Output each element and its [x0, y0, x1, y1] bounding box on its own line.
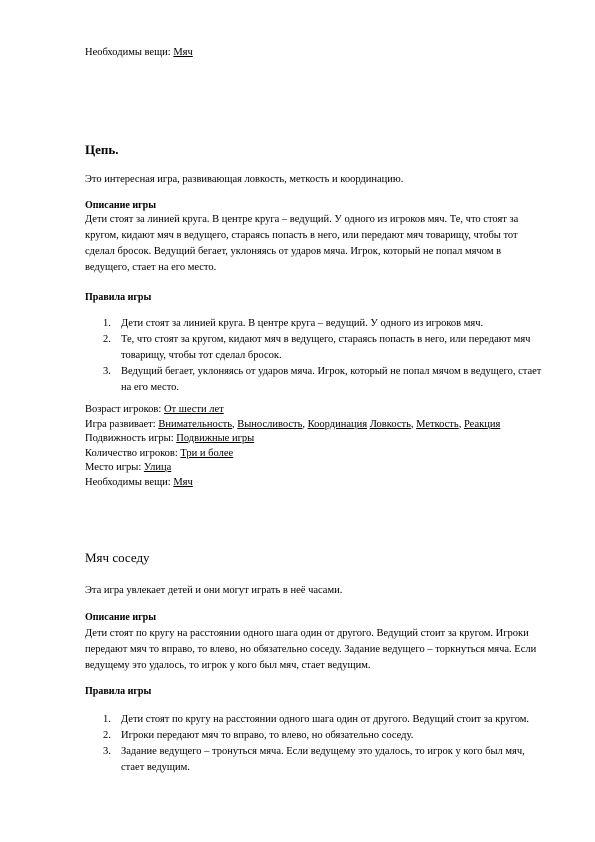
items-link[interactable]: Мяч [173, 47, 193, 58]
list-item: 1. Дети стоят за линией круга. В центре круга – ведущий. У одного из игроков мяч. [103, 318, 484, 329]
players-link[interactable]: Три и более [180, 447, 234, 459]
list-item: 2. Те, что стоят за кругом, кидают мяч в ведущего, стараясь попасть в него, или передают мяч товарищу, чтобы тот сделал бросок. [103, 334, 531, 361]
game2-intro: Эта игра увлекает детей и они могут играть в неё часами. [85, 585, 343, 596]
skill-link[interactable]: Ловкость [369, 418, 411, 430]
age-link[interactable]: От шести лет [163, 404, 224, 415]
game1-description-heading: Описание игры [85, 200, 156, 211]
game1-description: Дети стоят за линией круга. В центре круга – ведущий. У одного из игроков мяч. Те, что стоят за кругом, кидают мяч в ведущего, стараясь попасть в него, или передают мяч товарищу, чтобы тот сделал бросок. Ведущий бегает, уклоняясь от ударов мяча. Игрок, который не попал мячом в ведущего, стает на его место. [85, 214, 519, 273]
game1-rules-heading: Правила игры [85, 292, 152, 303]
game2-title: Мяч соседу [85, 550, 150, 565]
items-label: Необходимы вещи: [85, 47, 174, 58]
game1-title: Цепь. [85, 142, 119, 157]
list-item: 3. Задание ведущего – тронуться мяча. Если ведущему это удалось, то игрок у кого был мяч, стает ведущим. [103, 746, 525, 773]
game1-rules-list [85, 316, 545, 396]
game2-rules-list [85, 712, 545, 776]
game2-rules-heading: Правила игры [85, 686, 152, 697]
develops-line: Игра развивает: Внимательность, Выносливость, Координация Ловкость, Меткость, Реакция [85, 418, 501, 430]
skill-link[interactable]: Реакция [463, 418, 501, 430]
skill-link[interactable]: Координация [307, 418, 368, 430]
mobility-line: Подвижность игры: Подвижные игры [85, 433, 255, 444]
skill-link[interactable]: Выносливость [237, 418, 303, 430]
game2-description-heading: Описание игры [85, 612, 156, 623]
mobility-link[interactable]: Подвижные игры [176, 433, 255, 444]
place-link[interactable]: Улица [143, 462, 172, 473]
game1-meta [85, 403, 545, 490]
skill-link[interactable]: Внимательность [158, 418, 232, 430]
list-item: 2. Игроки передают мяч то вправо, то влево, но обязательно соседу. [103, 730, 414, 741]
game1-intro: Это интересная игра, развивающая ловкость, меткость и координацию. [85, 174, 404, 185]
items-link[interactable]: Мяч [173, 476, 193, 488]
players-line: Количество игроков: Три и более [85, 447, 234, 459]
items-needed-line [85, 45, 545, 60]
items-line: Необходимы вещи: Мяч [85, 476, 193, 488]
place-line: Место игры: Улица [85, 462, 172, 473]
list-item: 3. Ведущий бегает, уклоняясь от ударов мяча. Игрок, который не попал мячом в ведущего, стает на его место. [103, 366, 542, 393]
game2-description: Дети стоят по кругу на расстоянии одного шага один от другого. Ведущий стоит за кругом. Игроки передают мяч то вправо, то влево, но обязательно соседу. Задание ведущего – торкнуться мяча. Если ведущему это удалось, то игрок у кого был мяч, стает ведущим. [85, 628, 537, 671]
list-item: 1. Дети стоят по кругу на расстоянии одного шага один от другого. Ведущий стоит за кругом. [103, 714, 530, 725]
skill-link[interactable]: Меткость [416, 418, 459, 430]
age-line: Возраст игроков: От шести лет [85, 404, 224, 415]
